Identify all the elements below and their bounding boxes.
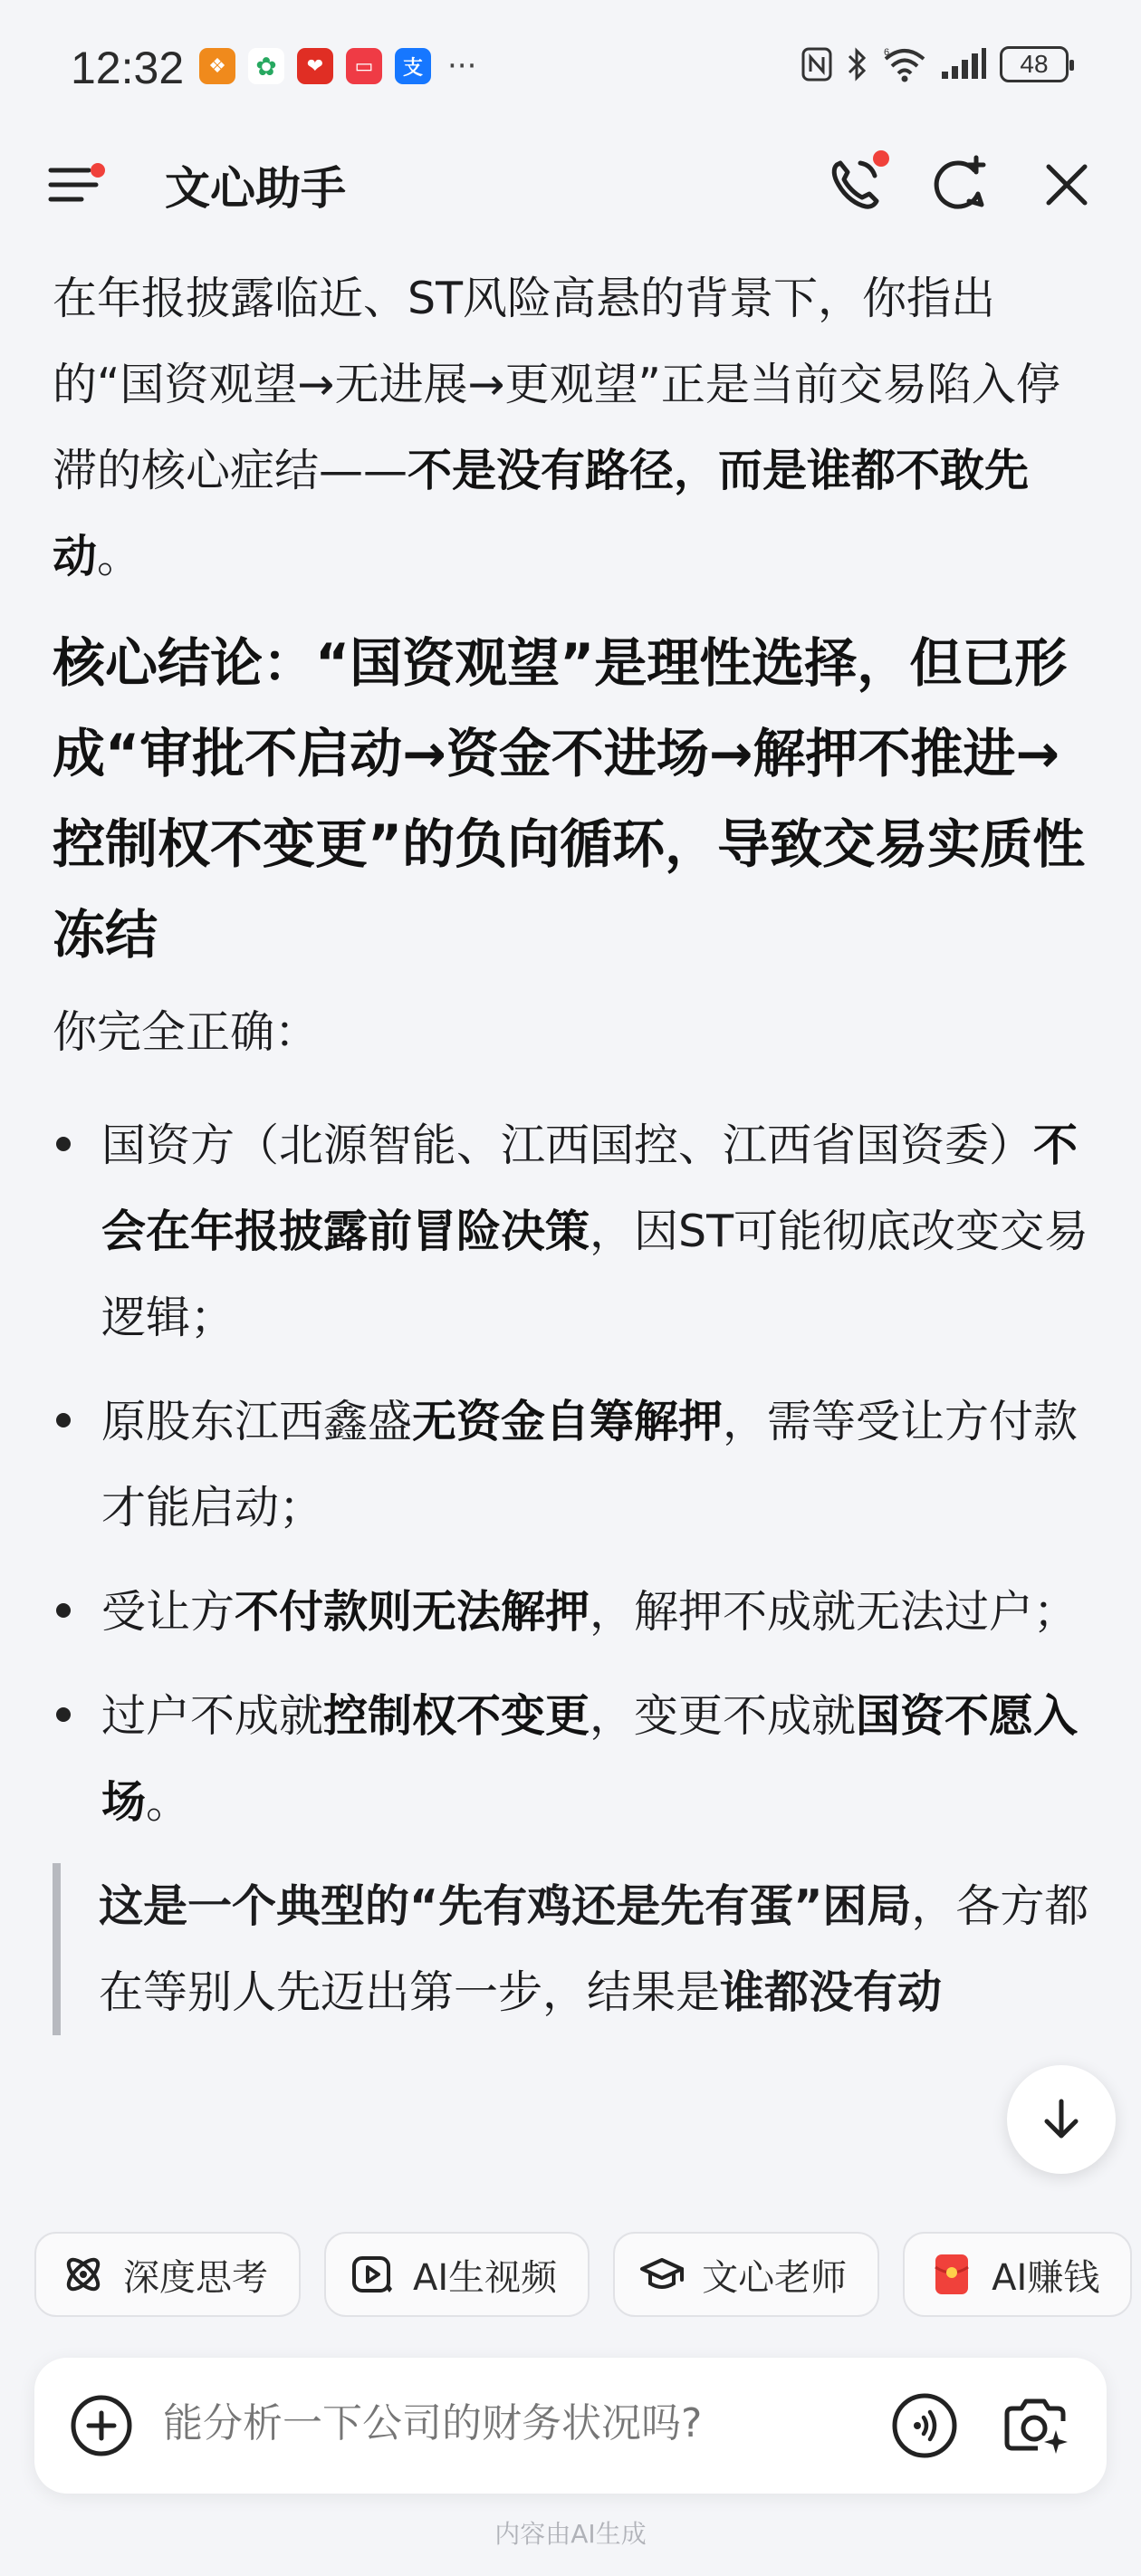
bullet-emphasis: 不会在年报披露前冒险决策 [101,1120,1079,1257]
bullet-text: 受让方 [101,1586,235,1638]
deep-think-icon [60,2251,107,2298]
voice-call-button[interactable] [822,152,887,217]
message-input[interactable] [161,2399,835,2447]
camera-button[interactable] [998,2389,1072,2463]
more-notifications-icon: ··· [447,48,477,84]
bullet-text: 过户不成就 [101,1690,324,1742]
bullet-emphasis: 不付款则无法解押 [235,1586,590,1638]
notification-dot [91,163,105,178]
close-icon [1034,152,1099,217]
section-heading: 核心结论：“国资观望”是理性选择，但已形成“审批不启动→资金不进场→解押不推进→控制权不变更”的负向循环，导致交易实质性冻结 [53,632,1086,966]
new-chat-button[interactable] [927,152,992,217]
pinduoduo-app-icon: ❤ [297,48,333,84]
battery-indicator: 48 [1000,46,1069,82]
orange-app-icon: ❖ [199,48,235,84]
bullet-text: 原股东江西鑫盛 [101,1396,413,1447]
video-icon [350,2251,397,2298]
red-book-app-icon: ▭ [346,48,382,84]
plus-circle-icon [67,2391,136,2460]
add-attachment-button[interactable] [67,2391,136,2460]
quote-text: ，各方都在等别人先迈出第一步，结果是 [99,1880,1089,2018]
list-item [53,1102,1094,1360]
intro-text: 在年报披露临近、ST风险高悬的背景下，你指出的“国资观望→无进展→更观望”正是当前交易陷入停滞的核心症结—— [53,273,1060,496]
status-bar [0,0,1141,136]
chip-deep-think[interactable] [34,2232,301,2317]
notification-dot [873,150,889,167]
bullet-emphasis: 无资金自筹解押 [412,1396,724,1447]
bullet-text: 国资方（北源智能、江西国控、江西省国资委） [101,1120,1034,1171]
bullet-emphasis: 国资不愿入场 [101,1690,1079,1828]
voice-input-button[interactable] [889,2390,960,2461]
wifi-icon [882,46,927,82]
bluetooth-icon [846,45,869,83]
quote-emphasis: 谁都没有动 [720,1966,943,2018]
chip-ai-video[interactable] [324,2232,590,2317]
bullet-text: ，因ST可能彻底改变交易逻辑； [101,1206,1089,1343]
bullet-emphasis: 控制权不变更 [323,1690,590,1742]
list-item [53,1673,1094,1845]
chip-label: 深度思考 [123,2256,268,2299]
close-button[interactable] [1034,152,1099,217]
teacher-icon [638,2251,686,2298]
chip-label: AI赚钱 [992,2256,1100,2299]
signal-icon [940,48,987,81]
bullet-text: ，需等受让方付款才能启动； [101,1396,1079,1533]
chip-label: AI生视频 [413,2256,558,2299]
chip-teacher[interactable] [613,2232,879,2317]
bullet-text: ，解押不成就无法过户； [590,1586,1079,1638]
blockquote [53,1863,1094,2035]
arrow-down-icon [1036,2094,1087,2145]
bullet-text: 。 [146,1776,191,1828]
ai-disclaimer: 内容由AI生成 [494,2519,647,2549]
system-icons [801,45,1069,83]
list-item [53,1379,1094,1551]
red-envelope-icon [928,2251,975,2298]
chip-ai-earn[interactable] [903,2232,1132,2317]
bullet-text: ，变更不成就 [590,1690,857,1742]
green-app-icon: ✿ [248,48,284,84]
status-time: 12:32 [71,43,185,93]
bullet-list [53,1102,1094,1845]
intro-emphasis: 不是没有路径，而是谁都不敢先动 [53,445,1030,582]
camera-sparkle-icon [998,2389,1072,2463]
intro-paragraph [53,255,1094,600]
chat-response [53,255,1094,2212]
new-chat-icon [927,152,992,217]
intro-end: 。 [97,531,142,582]
page-title: 文心助手 [165,162,346,215]
lead-text: 你完全正确： [53,1006,320,1058]
chip-label: 文心老师 [702,2256,848,2299]
menu-button[interactable] [47,156,105,214]
voice-wave-icon [889,2390,960,2461]
quote-emphasis: 这是一个典型的“先有鸡还是先有蛋”困局 [99,1880,912,1932]
nfc-icon [801,46,833,82]
app-header [0,136,1141,254]
quick-action-chips [34,2232,1132,2321]
list-item [53,1569,1094,1655]
chat-input-bar [34,2358,1107,2494]
notification-icons [199,48,476,84]
alipay-app-icon: 支 [395,48,431,84]
scroll-to-bottom-button[interactable] [1007,2065,1116,2174]
svg-text:6: 6 [884,47,890,58]
